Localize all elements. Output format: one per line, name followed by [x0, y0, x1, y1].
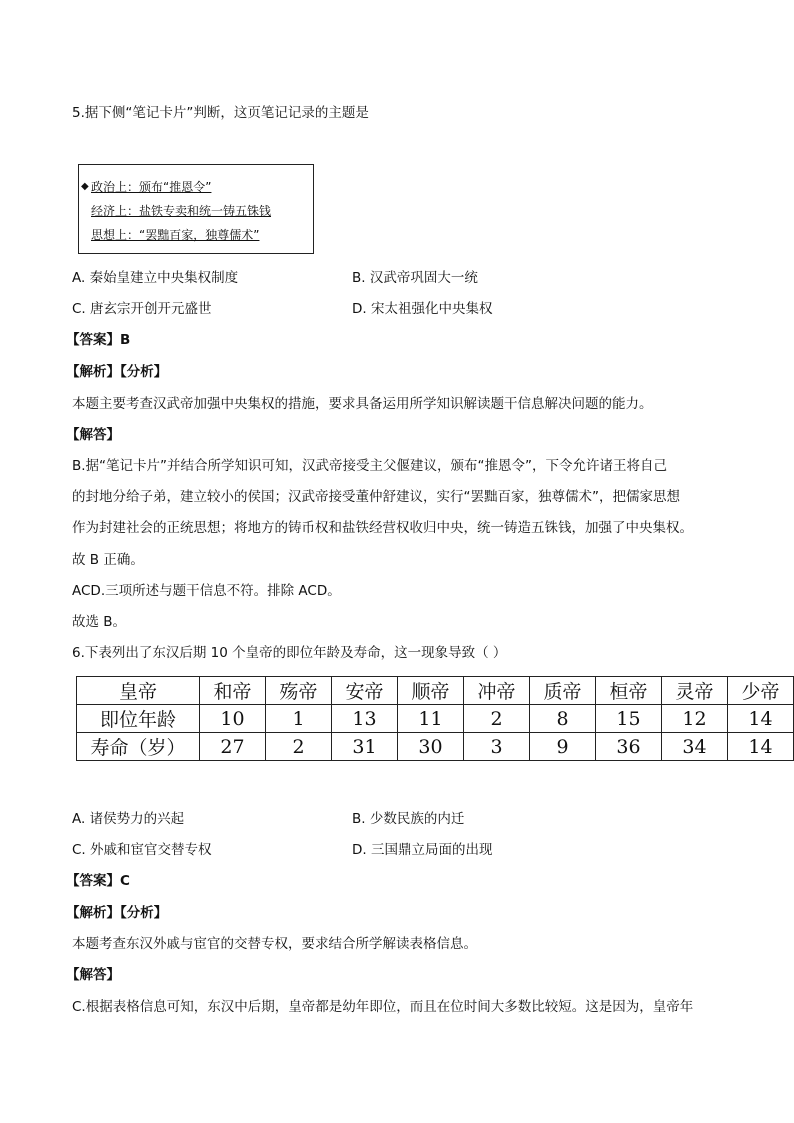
table-row — [77, 733, 794, 761]
table-cell: 灵帝 — [662, 677, 728, 705]
table-cell: 14 — [728, 705, 794, 733]
q6-question: 6.下表列出了东汉后期 10 个皇帝的即位年龄及寿命，这一现象导致（ ） — [72, 645, 507, 661]
q5-answer: 【答案】B — [66, 332, 131, 348]
note-card-line-thought: 思想上：“罢黜百家，独尊儒术” — [91, 228, 260, 242]
q5-analysis-label: 【解析】【分析】 — [66, 364, 168, 380]
diamond-bullet-icon: ◆ — [81, 181, 89, 192]
table-cell: 少帝 — [728, 677, 794, 705]
table-cell: 27 — [200, 733, 266, 761]
q5-solution-line: 故 B 正确。 — [72, 552, 144, 568]
q5-option-d: D. 宋太祖强化中央集权 — [352, 301, 493, 317]
q5-solution-line: ACD.三项所述与题干信息不符。排除 ACD。 — [72, 583, 341, 599]
q6-option-d: D. 三国鼎立局面的出现 — [352, 842, 493, 858]
table-cell: 8 — [530, 705, 596, 733]
table-cell: 34 — [662, 733, 728, 761]
q6-option-a: A. 诸侯势力的兴起 — [72, 811, 185, 827]
table-cell: 1 — [266, 705, 332, 733]
table-cell: 质帝 — [530, 677, 596, 705]
table-cell: 11 — [398, 705, 464, 733]
table-header-cell: 皇帝 — [77, 677, 200, 705]
table-cell: 36 — [596, 733, 662, 761]
table-cell: 桓帝 — [596, 677, 662, 705]
q6-solution-label: 【解答】 — [66, 967, 120, 983]
table-header-cell: 即位年龄 — [77, 705, 200, 733]
q6-option-c: C. 外戚和宦官交替专权 — [72, 842, 212, 858]
table-cell: 10 — [200, 705, 266, 733]
table-row — [77, 705, 794, 733]
table-cell: 2 — [464, 705, 530, 733]
q5-solution-line: 故选 B。 — [72, 614, 127, 630]
table-row — [77, 677, 794, 705]
note-card — [78, 164, 314, 254]
q6-solution-line: C.根据表格信息可知，东汉中后期，皇帝都是幼年即位，而且在位时间大多数比较短。这是因为，皇帝年 — [72, 999, 694, 1015]
q5-option-c: C. 唐玄宗开创开元盛世 — [72, 301, 212, 317]
q5-solution-line: B.据“笔记卡片”并结合所学知识可知，汉武帝接受主父偃建议，颁布“推恩令”，下令允许诸王将自己 — [72, 458, 668, 474]
table-cell: 13 — [332, 705, 398, 733]
table-header-cell: 寿命（岁） — [77, 733, 200, 761]
table-cell: 9 — [530, 733, 596, 761]
table-cell: 14 — [728, 733, 794, 761]
table-cell: 30 — [398, 733, 464, 761]
q5-solution-label: 【解答】 — [66, 427, 120, 443]
q5-option-b: B. 汉武帝巩固大一统 — [352, 270, 478, 286]
table-cell: 31 — [332, 733, 398, 761]
table-cell: 2 — [266, 733, 332, 761]
q6-option-b: B. 少数民族的内迁 — [352, 811, 465, 827]
table-cell: 12 — [662, 705, 728, 733]
q5-solution-line: 的封地分给子弟，建立较小的侯国；汉武帝接受董仲舒建议，实行“罢黜百家，独尊儒术”，把儒家思想 — [72, 489, 680, 505]
table-cell: 和帝 — [200, 677, 266, 705]
table-cell: 冲帝 — [464, 677, 530, 705]
note-card-line-economy: 经济上：盐铁专卖和统一铸五铢钱 — [91, 204, 272, 218]
q5-analysis-text: 本题主要考查汉武帝加强中央集权的措施，要求具备运用所学知识解读题干信息解决问题的能力。 — [72, 396, 653, 412]
q6-analysis-text: 本题考查东汉外戚与宦官的交替专权，要求结合所学解读表格信息。 — [72, 936, 477, 952]
q5-solution-line: 作为封建社会的正统思想；将地方的铸币权和盐铁经营权收归中央，统一铸造五铢钱，加强了中央集权。 — [72, 520, 693, 536]
q6-analysis-label: 【解析】【分析】 — [66, 905, 168, 921]
table-cell: 15 — [596, 705, 662, 733]
emperor-table — [76, 676, 794, 761]
table-cell: 顺帝 — [398, 677, 464, 705]
note-card-line-politics: 政治上：颁布“推恩令” — [91, 180, 212, 194]
q5-question: 5.据下侧“笔记卡片”判断，这页笔记记录的主题是 — [72, 105, 369, 121]
q6-answer: 【答案】C — [66, 873, 130, 889]
table-cell: 安帝 — [332, 677, 398, 705]
table-cell: 殇帝 — [266, 677, 332, 705]
table-cell: 3 — [464, 733, 530, 761]
q5-option-a: A. 秦始皇建立中央集权制度 — [72, 270, 239, 286]
